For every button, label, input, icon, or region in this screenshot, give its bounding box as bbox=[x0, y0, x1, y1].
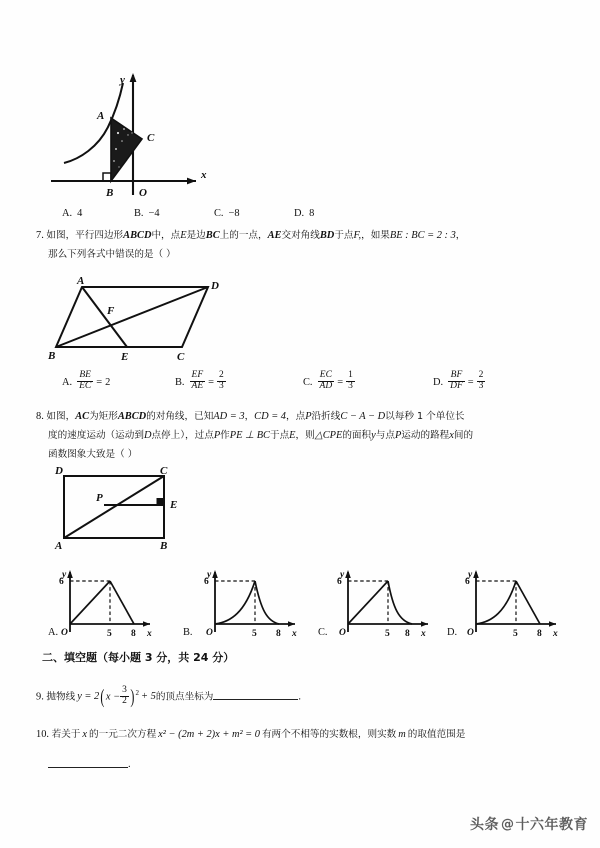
q8-d-origin: O bbox=[467, 628, 474, 638]
q8-ac: AC bbox=[75, 411, 90, 422]
q8-a-end-x: 8 bbox=[131, 629, 136, 639]
q7-label-A: A bbox=[77, 275, 85, 287]
q8-graph-option-b-label: B. bbox=[183, 627, 193, 638]
q6-option-c-value: −8 bbox=[228, 208, 240, 219]
q8-graph-option-c[interactable] bbox=[330, 562, 438, 640]
q6-option-a-value: 4 bbox=[77, 208, 83, 219]
q7-number: 7. bbox=[36, 230, 44, 241]
q9-period: . bbox=[298, 691, 302, 703]
q7-option-d-fraction bbox=[448, 371, 465, 392]
q7-option-d-rhs-den: 3 bbox=[478, 380, 484, 391]
q8-rectangle-figure bbox=[55, 465, 216, 552]
q7-option-c[interactable] bbox=[303, 372, 433, 393]
q6-option-d-value: 8 bbox=[309, 208, 315, 219]
q6-option-c[interactable] bbox=[214, 208, 294, 219]
q7-comma: ， bbox=[455, 230, 466, 241]
q7-label-B: B bbox=[48, 350, 56, 362]
q8-b-end-x: 8 bbox=[276, 629, 281, 639]
q8-graph-option-a[interactable] bbox=[52, 562, 160, 640]
q6-options bbox=[62, 208, 314, 219]
q7-option-c-den: AD bbox=[319, 380, 333, 391]
q7-option-c-label: C. bbox=[303, 376, 313, 388]
section-2-heading: 二、填空题（每小题 3 分，共 24 分） bbox=[42, 651, 235, 664]
q10-period: . bbox=[128, 759, 131, 770]
q7-option-d-den: DF bbox=[450, 380, 463, 391]
q7-option-b-rhs-num: 2 bbox=[219, 370, 224, 380]
q7-option-b-rhs-den: 3 bbox=[219, 380, 224, 391]
q7-option-c-fraction bbox=[318, 371, 335, 392]
q10-line1 bbox=[36, 727, 465, 742]
q8-label-A: A bbox=[55, 540, 63, 552]
q8-line2-b: 点停上），过点 bbox=[151, 430, 214, 441]
q9-paren-open: ( bbox=[100, 685, 105, 708]
q8-p2: P bbox=[213, 430, 221, 441]
q8-b-peak-x: 5 bbox=[252, 629, 257, 639]
q7-text-c: 是边 bbox=[186, 230, 206, 241]
q7-bd: BD bbox=[319, 230, 335, 241]
q8-seg3: 的对角线，已知 bbox=[146, 411, 214, 422]
q8-b-y-label: y bbox=[207, 570, 212, 580]
q6-option-a[interactable] bbox=[62, 208, 134, 219]
q6-option-d[interactable] bbox=[294, 208, 314, 219]
q7-text-b: 中，点 bbox=[151, 230, 181, 241]
q7-point-e: E bbox=[180, 230, 187, 241]
q9-coef-x: x − bbox=[105, 691, 121, 703]
q7-point-f: F, bbox=[353, 230, 362, 241]
q6-label-O: O bbox=[139, 187, 147, 199]
q8-d: D bbox=[143, 430, 152, 441]
q7-option-a-num: BE bbox=[77, 371, 93, 382]
q6-option-a-label: A. bbox=[62, 208, 73, 219]
q8-graph-option-c-label: C. bbox=[318, 627, 328, 638]
q9-paren-close: ) bbox=[130, 685, 135, 708]
q8-line2-e: ，则 bbox=[295, 430, 315, 441]
q7-option-b[interactable] bbox=[175, 372, 303, 393]
q8-seg6: 以每秒 1 个单位长 bbox=[385, 411, 465, 422]
q7-option-b-rel: = bbox=[208, 376, 215, 388]
q7-option-a-fraction bbox=[77, 371, 93, 392]
q9-frac-num: 3 bbox=[122, 684, 127, 695]
q8-c-peak-y: 6 bbox=[337, 577, 342, 587]
q9-line bbox=[36, 686, 301, 708]
q8-ad-eq: AD = 3 bbox=[213, 411, 245, 422]
q9-number: 9. bbox=[36, 691, 44, 703]
q8-line2-h: 运动的路程 bbox=[401, 430, 450, 441]
q8-d-peak-x: 5 bbox=[513, 629, 518, 639]
q7-option-b-num: EF bbox=[191, 370, 204, 380]
q7-label-D: D bbox=[211, 280, 219, 292]
q8-c-origin: O bbox=[339, 628, 346, 638]
q8-d-end-x: 8 bbox=[537, 629, 542, 639]
q6-option-b[interactable] bbox=[134, 208, 214, 219]
q7-option-c-rhs-fraction bbox=[346, 371, 355, 392]
q8-stem-line2 bbox=[48, 428, 473, 443]
q8-cd-eq: CD = 4 bbox=[254, 411, 286, 422]
q8-stem-line1 bbox=[36, 409, 465, 424]
q7-label-E: E bbox=[121, 351, 129, 363]
q8-seg5: 沿折线 bbox=[311, 411, 341, 422]
q6-option-c-label: C. bbox=[214, 208, 224, 219]
q8-graph-option-b[interactable] bbox=[197, 562, 305, 640]
q6-hyperbola-figure bbox=[46, 63, 221, 203]
q9-exponent: 2 bbox=[135, 689, 140, 697]
q7-option-a[interactable] bbox=[62, 372, 175, 393]
q8-a-peak-x: 5 bbox=[107, 629, 112, 639]
q8-b-peak-y: 6 bbox=[204, 577, 209, 587]
q7-option-c-rhs-den: 3 bbox=[348, 380, 353, 391]
q10-m: m bbox=[398, 729, 406, 740]
q6-axis-x-label: x bbox=[201, 169, 207, 181]
q8-graph-option-d-label: D. bbox=[447, 627, 458, 638]
q8-line2-f: 的面积 bbox=[342, 430, 372, 441]
q8-number: 8. bbox=[36, 411, 44, 422]
q8-line2-a: 度的速度运动（运动到 bbox=[48, 430, 144, 441]
q7-text-d: 上的一点， bbox=[219, 230, 268, 241]
q7-text-g: ，如果 bbox=[361, 230, 390, 241]
watermark-at-icon: @ bbox=[501, 816, 515, 832]
q10-line2 bbox=[48, 757, 131, 772]
q7-option-a-den: EC bbox=[79, 380, 92, 391]
q9-y-eq: y = 2 bbox=[77, 691, 100, 703]
watermark-brand: 头条 bbox=[470, 817, 499, 833]
q10-equation: x² − (2m + 2)x + m² = 0 bbox=[158, 729, 260, 740]
q8-p3: P bbox=[394, 430, 402, 441]
q6-option-b-label: B. bbox=[134, 208, 144, 219]
q8-a-origin: O bbox=[61, 628, 68, 638]
q10-answer-blank[interactable] bbox=[48, 757, 128, 768]
q7-label-F: F bbox=[107, 305, 115, 317]
q8-graph-option-d[interactable] bbox=[458, 562, 566, 640]
q7-option-b-fraction bbox=[190, 371, 206, 392]
q7-option-a-rhs: 2 bbox=[105, 376, 111, 388]
watermark-account: 十六年教育 bbox=[515, 817, 588, 833]
q8-p: P bbox=[305, 411, 312, 422]
q8-line2-d: 于点 bbox=[269, 430, 290, 441]
q7-option-b-label: B. bbox=[175, 376, 185, 388]
q8-comma1: ， bbox=[244, 411, 255, 422]
q9-plus5: + 5 bbox=[141, 691, 156, 703]
q8-b-x-label: x bbox=[292, 629, 297, 639]
q8-label-D: D bbox=[55, 465, 63, 477]
q7-option-d[interactable] bbox=[433, 372, 485, 393]
q8-line2-c: 作 bbox=[220, 430, 230, 441]
q8-seg2: 为矩形 bbox=[89, 411, 118, 422]
q7-options bbox=[62, 372, 485, 393]
q8-d-y-label: y bbox=[468, 570, 473, 580]
q8-a-y-label: y bbox=[62, 570, 67, 580]
q8-c-peak-x: 5 bbox=[385, 629, 390, 639]
q8-y: y bbox=[371, 430, 376, 441]
q7-bc: BC bbox=[205, 230, 220, 241]
q7-option-d-num: BF bbox=[448, 371, 465, 382]
q10-number: 10. bbox=[36, 729, 49, 740]
q8-pe: PE ⊥ BC bbox=[229, 430, 270, 441]
q8-label-P: P bbox=[96, 492, 103, 504]
q7-parallelogram-figure bbox=[48, 275, 256, 363]
q9-answer-blank[interactable] bbox=[213, 689, 298, 700]
q8-x: x bbox=[449, 430, 454, 441]
q10-x: x bbox=[82, 729, 88, 740]
q8-stem-line3: 函数图象大致是（ ） bbox=[48, 449, 138, 460]
q7-option-a-rel: = bbox=[96, 376, 103, 388]
q8-a-x-label: x bbox=[147, 629, 152, 639]
q7-ratio: BE : BC = 2 : 3 bbox=[389, 230, 456, 241]
q10-line1-c: 有两个不相等的实数根，则实数 bbox=[261, 729, 397, 740]
q8-label-C: C bbox=[160, 465, 168, 477]
q8-d-x-label: x bbox=[553, 629, 558, 639]
q7-text-a: 如图，平行四边形 bbox=[46, 230, 124, 241]
q7-label-C: C bbox=[177, 351, 185, 363]
q7-option-b-rhs-fraction bbox=[217, 371, 226, 392]
q8-e: E bbox=[289, 430, 296, 441]
q8-abcd: ABCD bbox=[117, 411, 147, 422]
watermark bbox=[470, 814, 588, 834]
q10-line1-a: 若关于 bbox=[51, 729, 81, 740]
q7-stem-line2: 那么下列各式中错误的是（ ） bbox=[48, 249, 176, 260]
q7-option-b-den: AE bbox=[191, 380, 204, 391]
q8-label-E: E bbox=[170, 499, 178, 511]
q7-option-d-label: D. bbox=[433, 376, 444, 388]
q6-axis-y-label: y bbox=[120, 74, 125, 86]
q7-option-d-rel: = bbox=[467, 376, 474, 388]
q8-c-x-label: x bbox=[421, 629, 426, 639]
q8-graph-option-a-label: A. bbox=[48, 627, 59, 638]
q7-text-f: 于点 bbox=[334, 230, 354, 241]
q6-label-B: B bbox=[106, 187, 114, 199]
q7-option-d-rhs-num: 2 bbox=[478, 370, 484, 380]
q8-path: C − A − D bbox=[340, 411, 386, 422]
q7-text-e: 交对角线 bbox=[281, 230, 320, 241]
q10-line1-d: 的取值范围是 bbox=[407, 729, 466, 740]
q6-option-b-value: −4 bbox=[148, 208, 160, 219]
q8-line2-i: 间的 bbox=[453, 430, 474, 441]
q6-option-d-label: D. bbox=[294, 208, 305, 219]
q8-line2-g: 与点 bbox=[375, 430, 395, 441]
q8-a-peak-y: 6 bbox=[59, 577, 64, 587]
q8-cpe: △CPE bbox=[314, 430, 343, 441]
q9-fraction bbox=[120, 686, 129, 707]
q6-label-C: C bbox=[147, 132, 155, 144]
q9-frac-den: 2 bbox=[122, 695, 127, 706]
q9-lead: 抛物线 bbox=[46, 691, 76, 703]
q8-d-peak-y: 6 bbox=[465, 577, 470, 587]
q6-label-A: A bbox=[97, 110, 105, 122]
q7-option-c-num: EC bbox=[318, 371, 335, 382]
q8-c-y-label: y bbox=[340, 570, 345, 580]
q8-seg4: ，点 bbox=[286, 411, 306, 422]
q10-line1-b: 的一元二次方程 bbox=[89, 729, 157, 740]
q8-c-end-x: 8 bbox=[405, 629, 410, 639]
q7-option-c-rhs-num: 1 bbox=[348, 370, 353, 380]
q8-b-origin: O bbox=[206, 628, 213, 638]
q8-seg1: 如图， bbox=[46, 411, 76, 422]
q7-ae: AE bbox=[267, 230, 282, 241]
q9-tail: 的顶点坐标为 bbox=[155, 691, 214, 703]
q7-abcd: ABCD bbox=[123, 230, 152, 241]
q7-option-c-rel: = bbox=[337, 376, 344, 388]
q7-option-a-label: A. bbox=[62, 376, 73, 388]
q7-stem-line1 bbox=[36, 228, 465, 243]
q8-label-B: B bbox=[160, 540, 168, 552]
q7-option-d-rhs-fraction bbox=[477, 371, 486, 392]
